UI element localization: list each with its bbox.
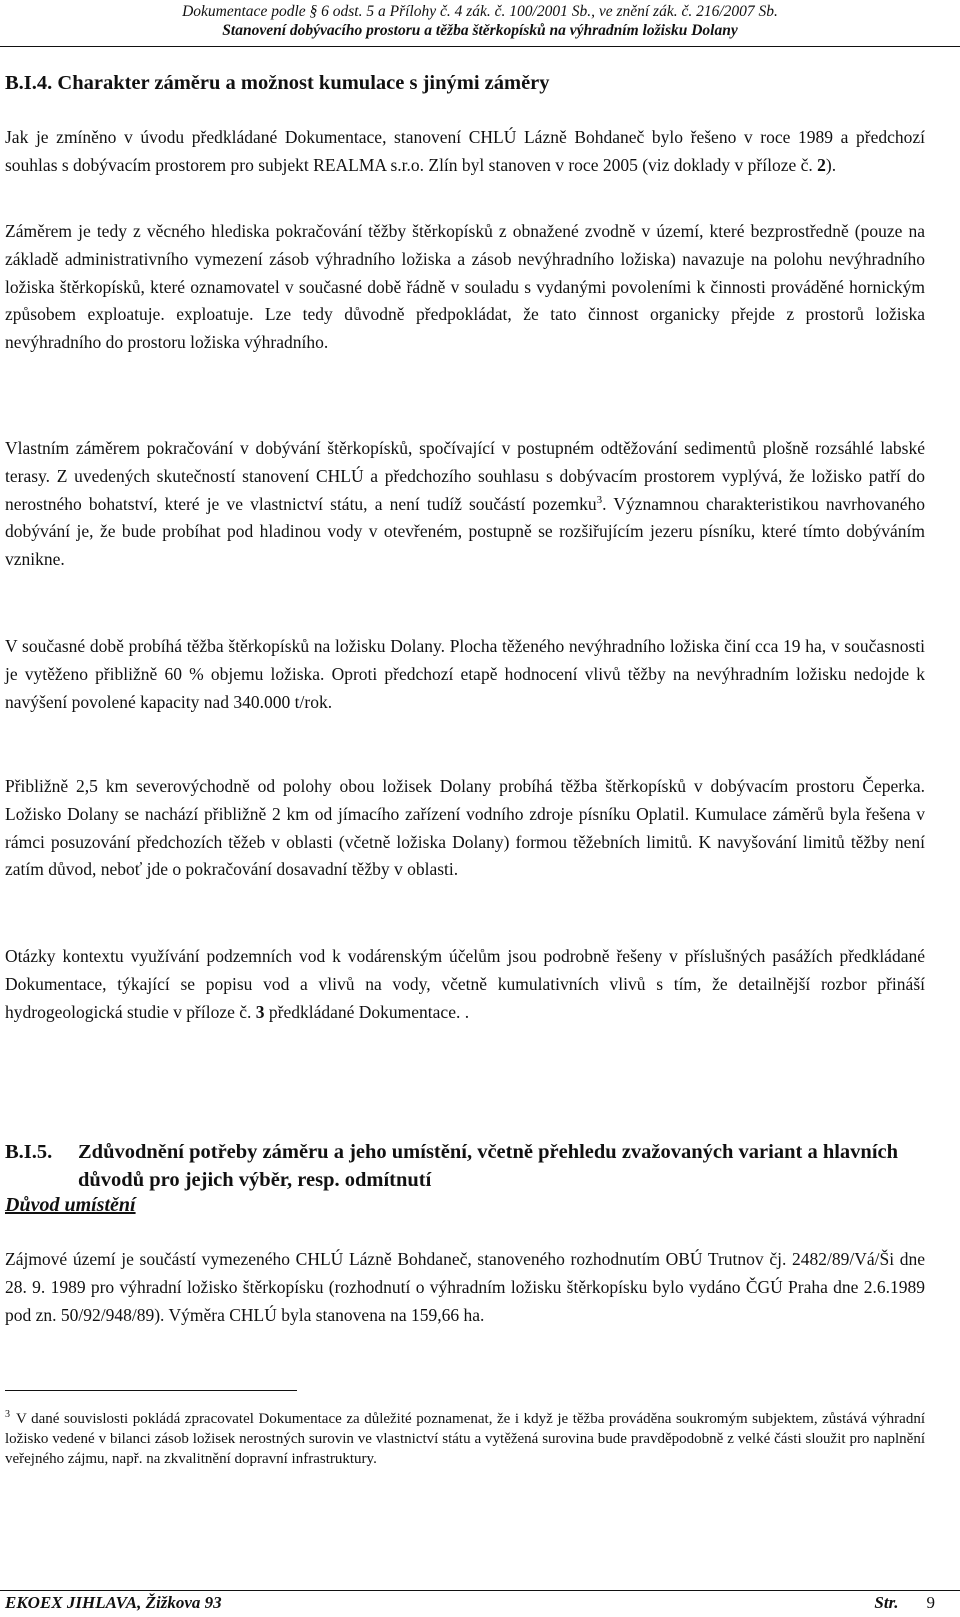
header-line-2: Stanovení dobývacího prostoru a těžba štěrkopísků na výhradním ložisku Dolany bbox=[222, 22, 738, 39]
paragraph-intro bbox=[5, 124, 925, 180]
paragraph-own-intent-end: . Významnou charakteristikou navrhovaného dobývání je, že bude probíhat pod hladinou vody v otevřeném, postupně se rozšiřujícím jezeru písníku, které tímto dobýváním vznikne. bbox=[5, 493, 925, 570]
paragraph-intent: Záměrem je tedy z věcného hlediska pokračování těžby štěrkopísků z obnažené zvodně v území, které bezprostředně (pouze na základě administrativního vymezení zásob výhradního ložiska a zásob nevýhradního ložiska) navazuje na polohu nevýhradního ložiska štěrkopísků, které oznamovatel v současné době řádně v souladu s vydanými povoleními k činnosti prováděné hornickým způsobem exploatuje. exploatuje. Lze tedy důvodně předpokládat, že tato činnost organicky přejde z prostorů ložiska nevýhradního do prostoru ložiska výhradního. bbox=[5, 221, 925, 353]
header-divider bbox=[0, 46, 960, 47]
paragraph-location: Zájmové území je součástí vymezeného CHLÚ Lázně Bohdaneč, stanoveného rozhodnutím OBÚ Trutnov čj. 2482/89/Vá/Ši dne 28. 9. 1989 pro výhradní ložisko štěrkopísku (rozhodnutí o výhradním ložisku štěrkopísku bylo vydáno ČGÚ Praha dne 2.6.1989 pod zn. 50/92/948/89). Výměra CHLÚ byla stanovena na 159,66 ha. bbox=[5, 1249, 925, 1325]
footnote-divider bbox=[5, 1390, 297, 1391]
footnote-mark: 3 bbox=[5, 1409, 10, 1420]
paragraph-intro-end: ). bbox=[825, 154, 837, 175]
footer-divider bbox=[0, 1590, 960, 1591]
section-title-b15: Zdůvodnění potřeby záměru a jeho umístění, včetně přehledu zvažovaných variant a hlavních důvodů pro jejich výběr, resp. odmítnutí bbox=[78, 1141, 899, 1191]
paragraph-current-mining: V současné době probíhá těžba štěrkopísků na ložisku Dolany. Plocha těženého nevýhradního ložiska činí cca 19 ha, v současnosti je vytěženo přibližně 60 % objemu ložiska. Oproti předchozí etapě hodnocení vlivů těžby na nevýhradním ložisku nedojde k navýšení povolené kapacity nad 340.000 t/rok. bbox=[5, 636, 925, 712]
annex-ref-3: 3 bbox=[255, 1001, 265, 1022]
footer-company: EKOEX JIHLAVA, Žižkova 93 bbox=[5, 1593, 222, 1612]
footnote-text: V dané souvislosti pokládá zpracovatel Dokumentace za důležité poznamenat, že i když je těžba prováděna soukromým subjektem, zůstává výhradní ložisko vedené v bilanci zásob ložisek nerostných surovin ve vlastnictví státu a vytěžená surovina bude pravděpodobně z velké části sloužit pro naplnění veřejného zájmu, např. na zkvalitnění dopravní infrastruktury. bbox=[5, 1411, 925, 1467]
paragraph-groundwater bbox=[5, 943, 925, 1026]
footer-page-info bbox=[874, 1592, 935, 1614]
page-footer bbox=[5, 1592, 935, 1614]
footer-page-label: Str. bbox=[874, 1593, 899, 1612]
page-number: 9 bbox=[926, 1593, 935, 1612]
paragraph-own-intent-text: Vlastním záměrem pokračování v dobývání štěrkopísků, spočívající v postupném odtěžování sedimentů plošně rozsáhlé labské terasy. Z uvedených skutečností stanovení CHLÚ a předchozího souhlasu s dobývacím prostorem vyplývá, že ložisko patří do nerostného bohatství, které je ve vlastnictví státu, a není tudíž součástí pozemku bbox=[5, 438, 925, 514]
subheading-location-reason: Důvod umístění bbox=[5, 1194, 136, 1216]
paragraph-own-intent bbox=[5, 435, 925, 574]
section-number-b15: B.I.5. bbox=[5, 1141, 53, 1163]
footnote bbox=[5, 1405, 925, 1469]
footnote-ref[interactable]: 3 bbox=[596, 493, 603, 506]
paragraph-intro-text: Jak je zmíněno v úvodu předkládané Dokumentace, stanovení CHLÚ Lázně Bohdaneč bylo řešeno v roce 1989 a předchozí souhlas s dobývacím prostorem pro subjekt REALMA s.r.o. Zlín byl stanoven v roce 2005 (viz doklady v příloze č. bbox=[5, 127, 925, 175]
paragraph-groundwater-end: předkládané Dokumentace. . bbox=[264, 1001, 470, 1022]
annex-ref-2: 2 bbox=[817, 154, 826, 175]
paragraph-cumulation: Přibližně 2,5 km severovýchodně od polohy obou ložisek Dolany probíhá těžba štěrkopísků v dobývacím prostoru Čeperka. Ložisko Dolany se nachází přibližně 2 km od jímacího zařízení vodního zdroje písníku Oplatil. Kumulace záměrů byla řešena v rámci posuzování předchozích těžeb v oblasti (včetně ložiska Dolany) formou těžebních limitů. K navyšování limitů těžby není zatím důvod, neboť jde o pokračování dosavadní těžby v oblasti. bbox=[5, 776, 925, 880]
header-line-1: Dokumentace podle § 6 odst. 5 a Přílohy č. 4 zák. č. 100/2001 Sb., ve znění zák. č. 216/2007 Sb. bbox=[182, 3, 778, 20]
section-heading-b14: B.I.4. Charakter záměru a možnost kumulace s jinými záměry bbox=[5, 72, 550, 94]
page-header bbox=[0, 0, 960, 40]
paragraph-groundwater-text: Otázky kontextu využívání podzemních vod k vodárenským účelům jsou podrobně řešeny v příslušných pasážích předkládané Dokumentace, týkající se popisu vod a vlivů na vody, včetně kumulativních vlivů s tím, že detailnější rozbor přináší hydrogeologická studie v příloze č. bbox=[5, 946, 925, 1022]
